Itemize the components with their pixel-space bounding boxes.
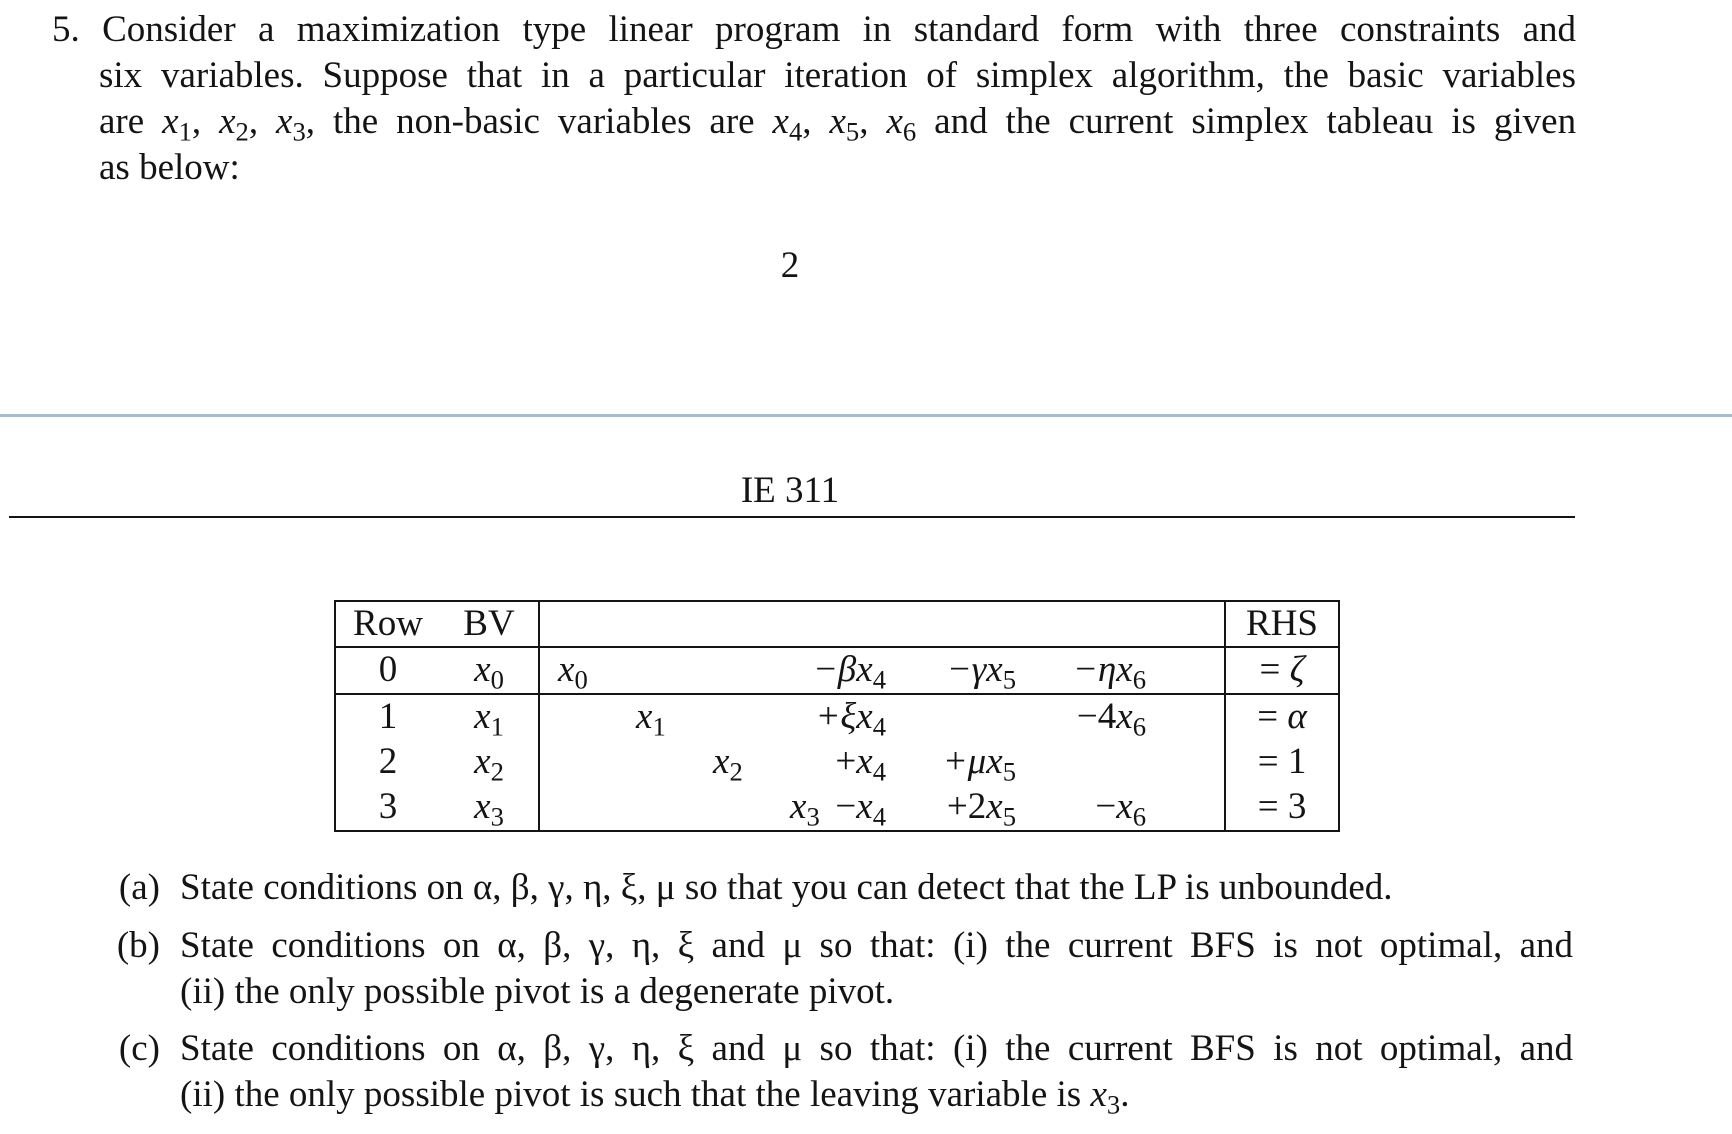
part-c-text-1: State conditions on α, β, γ, η, ξ and μ so that: (i) the current BFS is not optimal, and (180, 1028, 1573, 1069)
row2-bv: $x_2$ (474, 741, 504, 787)
part-a-label: (a) (118, 867, 160, 908)
part-b-label: (b) (116, 925, 160, 966)
row2-x5-term: $+\mu x_5$ (942, 741, 1016, 787)
part-c (102, 1026, 1582, 1118)
running-header: IE 311 (740, 470, 840, 511)
header-rhs: RHS (1246, 603, 1318, 644)
part-b-text-2: (ii) the only possible pivot is a degenerate pivot. (180, 971, 895, 1012)
part-b-text-1: State conditions on α, β, γ, η, ξ and μ so that: (i) the current BFS is not optimal, and (180, 925, 1573, 966)
problem-line-1 (52, 7, 1576, 53)
row0-x0: $x_0$ (558, 649, 588, 695)
row3-index: 3 (378, 786, 398, 827)
problem-number: 5. (52, 9, 80, 50)
row3-x3: $x_3$ (790, 786, 820, 832)
row2-x2: $x_2$ (713, 741, 743, 787)
tableau-divider-bv (538, 602, 540, 830)
part-c-text-2: (ii) the only possible pivot is such that the leaving variable is $x_3$. (180, 1074, 1130, 1120)
row1-rhs: = α (1257, 696, 1307, 737)
row2-index: 2 (378, 741, 398, 782)
row2-x4-term: $+x_4$ (835, 741, 886, 787)
part-c-label: (c) (118, 1028, 160, 1069)
row0-x6-term: $-\eta x_6$ (1072, 649, 1146, 695)
header-row: Row (353, 603, 423, 644)
part-a (102, 865, 1582, 911)
page-separator (0, 414, 1732, 417)
row1-x4-term: $+\xi x_4$ (815, 696, 886, 742)
header-bv: BV (463, 603, 515, 644)
row0-x5-term: $-\gamma x_5$ (946, 649, 1016, 695)
row2-rhs: = 1 (1257, 741, 1307, 782)
row1-x6-term: $-4x_6$ (1076, 696, 1146, 742)
problem-text-1: Consider a maximization type linear program in standard form with three constraints and (102, 9, 1576, 50)
part-a-text: State conditions on α, β, γ, η, ξ, μ so that you can detect that the LP is unbounded. (180, 867, 1393, 908)
row3-x6-term: $-x_6$ (1095, 786, 1146, 832)
problem-line-2: six variables. Suppose that in a particular iteration of simplex algorithm, the basic variables (99, 55, 1576, 96)
row0-rhs: = ζ (1259, 649, 1305, 690)
row3-x4-term: $-x_4$ (835, 786, 886, 832)
row3-rhs: = 3 (1257, 786, 1307, 827)
page-number: 2 (780, 245, 800, 286)
problem-line-3: are $x_1$, $x_2$, $x_3$, the non-basic variables are $x_4$, $x_5$, $x_6$ and the current simplex tableau is given (99, 101, 1577, 147)
row3-bv: $x_3$ (474, 786, 504, 832)
row0-bv: $x_0$ (474, 649, 504, 695)
row0-index: 0 (378, 649, 398, 690)
problem-line-4: as below: (99, 147, 240, 188)
part-b (102, 923, 1582, 1015)
header-rule (9, 516, 1575, 518)
row0-x4-term: $-\beta x_4$ (812, 649, 886, 695)
simplex-tableau (334, 600, 1340, 832)
row1-x1: $x_1$ (636, 696, 666, 742)
row3-x5-term: $+2x_5$ (946, 786, 1016, 832)
row1-bv: $x_1$ (474, 696, 504, 742)
row1-index: 1 (378, 696, 398, 737)
